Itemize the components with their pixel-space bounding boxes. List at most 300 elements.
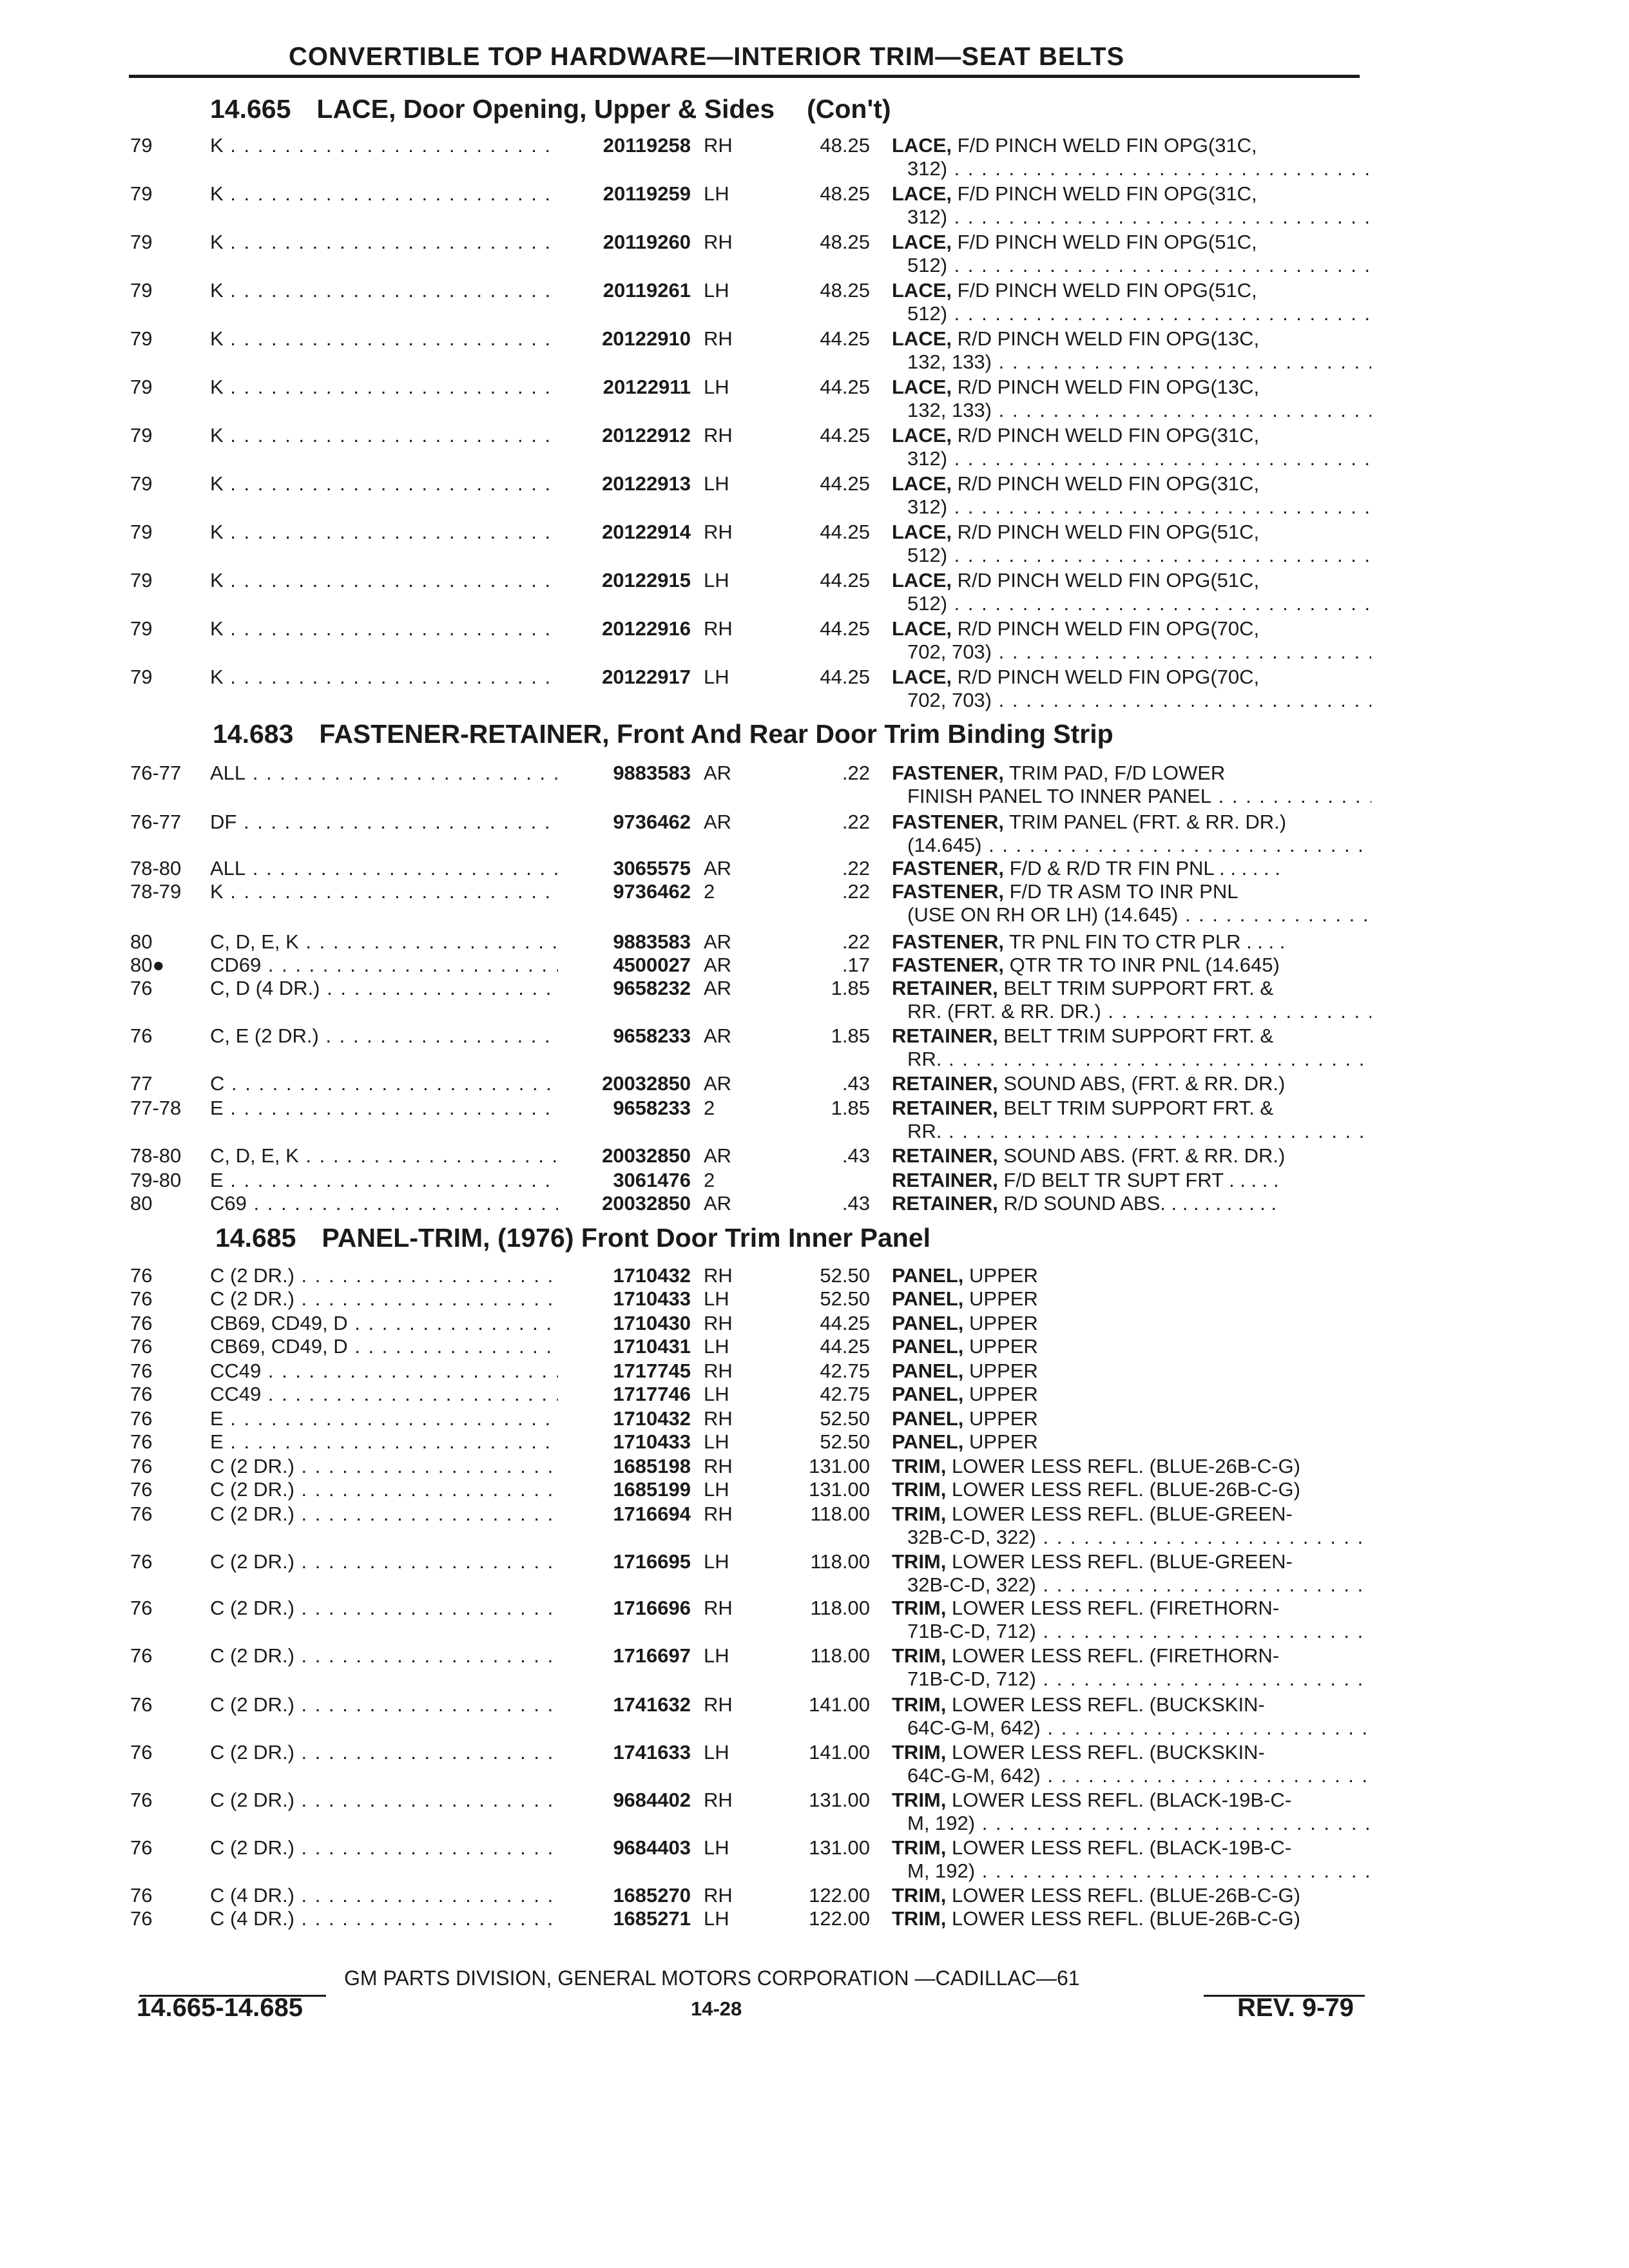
list-price: .22 [842,811,870,833]
part-description-keyword: TRIM, [892,1693,947,1716]
part-entry-line [0,568,1629,593]
part-entry-line [0,760,1629,786]
model-codes: CC49 . . . [210,1381,558,1407]
part-description-keyword: PANEL, [892,1407,964,1430]
part-entry-line [0,1311,1629,1336]
model-year: 76 [130,1360,153,1382]
model-year: 76-77 [130,811,182,833]
model-year: 76 [130,1455,153,1477]
model-year: 80 [130,1192,153,1215]
part-description [892,1595,1371,1621]
list-price: 141.00 [809,1693,870,1716]
model-codes: K . . . [210,374,558,400]
model-year: 80 [130,930,153,953]
part-number: 1716696 [613,1597,691,1619]
part-number: 9736462 [613,880,691,903]
list-price: 1.85 [831,977,870,999]
section-heading [215,1223,930,1253]
quantity: LH [704,1836,729,1859]
model-year: 76 [130,1335,153,1358]
part-number: 1685271 [613,1907,691,1930]
part-description [892,1501,1371,1527]
section-title: FASTENER-RETAINER, Front And Rear Door Trim Binding Strip [319,719,1113,749]
part-description-text: BELT TRIM SUPPORT FRT. & [1003,1097,1273,1119]
part-entry-line [0,1835,1629,1861]
quantity: AR [704,1072,732,1095]
model-codes: ALL . . . [210,760,558,786]
part-description [892,568,1371,593]
model-codes: C (2 DR.) . . . [210,1263,558,1289]
part-description-text: TR PNL FIN TO CTR PLR . . . . [1009,930,1286,953]
quantity: RH [704,1455,733,1477]
quantity: LH [704,472,729,495]
part-description [892,1023,1371,1049]
part-description [892,326,1371,352]
quantity: LH [704,1383,729,1405]
quantity: AR [704,1024,732,1047]
list-price: 122.00 [809,1884,870,1907]
part-description-continued: 32B-C-D, 322) . . . [907,1524,1371,1550]
part-description-text: UPPER [969,1430,1038,1453]
list-price: 48.25 [820,231,870,253]
part-description [892,1071,1371,1097]
model-codes: K . . . [210,568,558,593]
quantity: RH [704,1264,733,1287]
part-description-continued: (14.645) . . . [907,832,1371,858]
list-price: .22 [842,857,870,879]
part-number: 20122910 [602,327,691,350]
part-entry-line [0,856,1629,881]
list-price: .17 [842,954,870,976]
quantity: AR [704,977,732,999]
quantity: RH [704,1884,733,1907]
part-entry-line [0,423,1629,448]
quantity: LH [704,1287,729,1310]
part-description-text: SOUND ABS, (FRT. & RR. DR.) [1003,1072,1286,1095]
quantity: LH [704,1335,729,1358]
list-price: 42.75 [820,1360,870,1382]
model-codes: DF . . . [210,809,558,835]
section-heading [210,94,891,124]
model-codes: C, D, E, K . . . [210,1143,558,1169]
model-codes: CD69 . . . [210,952,558,978]
part-description [892,1095,1371,1121]
part-description [892,856,1371,881]
part-description-continued: RR. (FRT. & RR. DR.) . . . [907,999,1371,1024]
part-description-text: F/D BELT TR SUPT FRT . . . . . [1003,1169,1279,1191]
model-codes: C (2 DR.) . . . [210,1787,558,1813]
part-description [892,1429,1371,1455]
part-description-continued: 64C-G-M, 642) . . . [907,1715,1371,1741]
quantity: AR [704,857,732,879]
list-price: 44.25 [820,376,870,398]
part-description-continued-line [0,543,1629,568]
quantity: RH [704,521,733,543]
part-description [892,1143,1371,1169]
part-description-continued: 312) . . . [907,204,1371,230]
model-codes: CB69, CD49, D . . . [210,1311,558,1336]
part-description-continued: 512) . . . [907,591,1371,617]
model-year: 76-77 [130,762,182,784]
list-price: 118.00 [810,1597,870,1619]
part-number: 20119259 [602,182,691,205]
model-year: 78-80 [130,857,182,879]
list-price: 1.85 [831,1024,870,1047]
list-price: 118.00 [810,1503,870,1525]
list-price: .22 [842,930,870,953]
list-price: .22 [842,880,870,903]
part-entry-line [0,1286,1629,1312]
list-price: 44.25 [820,327,870,350]
part-description-keyword: TRIM, [892,1741,947,1763]
model-codes: C (4 DR.) . . . [210,1883,558,1908]
footer-revision: REV. 9-79 [1237,1994,1354,2022]
part-number: 1685199 [613,1478,691,1501]
part-number: 1716694 [613,1503,691,1525]
model-year: 76 [130,1430,153,1453]
model-codes: K . . . [210,181,558,207]
part-description-continued: 32B-C-D, 322) . . . [907,1572,1371,1598]
part-description-keyword: TRIM, [892,1907,947,1930]
part-description-text: UPPER [969,1312,1038,1334]
model-year: 79 [130,424,153,447]
part-description-keyword: LACE, [892,182,952,205]
list-price: 131.00 [809,1836,870,1859]
part-number: 20032850 [602,1144,691,1167]
list-price: 42.75 [820,1383,870,1405]
quantity: RH [704,617,733,640]
quantity: LH [704,376,729,398]
quantity: 2 [704,1097,715,1119]
list-price: 118.00 [810,1550,870,1573]
part-description-keyword: FASTENER, [892,954,1004,976]
part-description-continued-line [0,999,1629,1024]
part-description [892,374,1371,400]
model-year: 79 [130,327,153,350]
model-codes: C, D, E, K . . . [210,929,558,955]
part-description [892,1477,1371,1503]
quantity: AR [704,1192,732,1215]
part-description [892,471,1371,497]
part-entry-line [0,1334,1629,1360]
part-number: 9658233 [613,1097,691,1119]
part-description [892,1311,1371,1336]
part-number: 1741632 [613,1693,691,1716]
quantity: LH [704,1550,729,1573]
part-description-continued-line [0,639,1629,665]
part-description-text: UPPER [969,1383,1038,1405]
part-description-text: LOWER LESS REFL. (FIRETHORN- [952,1644,1280,1667]
part-entry-line [0,975,1629,1001]
part-entry-line [0,374,1629,400]
part-entry-line [0,278,1629,303]
part-description-continued-line [0,1858,1629,1884]
part-description [892,1906,1371,1932]
page-header [129,43,1360,78]
quantity: LH [704,279,729,302]
part-number: 20122916 [602,617,691,640]
model-year: 79 [130,134,153,157]
part-entry-line [0,616,1629,642]
part-description [892,229,1371,255]
model-codes: K . . . [210,616,558,642]
part-description [892,1381,1371,1407]
part-description-continued-line [0,1046,1629,1072]
part-description [892,1835,1371,1861]
list-price: 44.25 [820,424,870,447]
part-number: 9658232 [613,977,691,999]
part-description-continued: 512) . . . [907,543,1371,568]
model-year: 79-80 [130,1169,182,1191]
part-description-continued-line [0,1524,1629,1550]
quantity: RH [704,1789,733,1811]
part-entry-line [0,1595,1629,1621]
part-number: 1717746 [613,1383,691,1405]
part-number: 20119258 [602,134,691,157]
part-number: 9658233 [613,1024,691,1047]
model-year: 79 [130,231,153,253]
part-description [892,1406,1371,1432]
part-description-keyword: FASTENER, [892,880,1004,903]
page-title: CONVERTIBLE TOP HARDWARE—INTERIOR TRIM—SEAT BELTS [289,43,1125,71]
part-entry-line [0,229,1629,255]
list-price: 52.50 [820,1287,870,1310]
part-description-keyword: PANEL, [892,1430,964,1453]
model-year: 80● [130,954,165,976]
part-description-continued-line [0,902,1629,928]
model-codes: K . . . [210,471,558,497]
part-description-continued-line [0,1666,1629,1692]
model-year: 79 [130,569,153,591]
part-description-keyword: TRIM, [892,1550,947,1573]
part-description-keyword: TRIM, [892,1597,947,1619]
model-codes: C, D (4 DR.) . . . [210,975,558,1001]
part-description-keyword: PANEL, [892,1383,964,1405]
part-number: 1741633 [613,1741,691,1763]
part-description-continued: 702, 703) . . . [907,639,1371,665]
part-description-text: LOWER LESS REFL. (BLUE-GREEN- [952,1503,1293,1525]
list-price: 44.25 [820,1335,870,1358]
model-codes: E . . . [210,1429,558,1455]
model-year: 79 [130,472,153,495]
model-codes: C (2 DR.) . . . [210,1643,558,1669]
part-description [892,1883,1371,1908]
part-number: 1710432 [613,1264,691,1287]
part-description-continued: M, 192) . . . [907,1811,1371,1836]
part-entry-line [0,1168,1629,1193]
part-description-keyword: TRIM, [892,1503,947,1525]
part-entry-line [0,519,1629,545]
part-description-keyword: TRIM, [892,1455,947,1477]
part-description-keyword: TRIM, [892,1789,947,1811]
model-codes: C (2 DR.) . . . [210,1454,558,1479]
part-number: 1710430 [613,1312,691,1334]
part-entry-line [0,1501,1629,1527]
part-description-keyword: RETAINER, [892,977,998,999]
list-price: 122.00 [809,1907,870,1930]
list-price: 44.25 [820,1312,870,1334]
part-number: 9736462 [613,811,691,833]
part-entry-line [0,471,1629,497]
quantity: 2 [704,1169,715,1191]
part-description-keyword: LACE, [892,134,952,157]
quantity: RH [704,424,733,447]
part-description [892,760,1371,786]
part-entry-line [0,1406,1629,1432]
quantity: LH [704,1644,729,1667]
model-codes: K . . . [210,423,558,448]
part-entry-line [0,1358,1629,1384]
part-description [892,181,1371,207]
part-description [892,1740,1371,1765]
part-description-keyword: PANEL, [892,1264,964,1287]
part-description-text: R/D PINCH WELD FIN OPG(31C, [957,424,1260,447]
footer-page-number: 14-28 [691,1997,742,2020]
model-year: 76 [130,1503,153,1525]
model-year: 76 [130,1287,153,1310]
part-description-text: F/D PINCH WELD FIN OPG(31C, [957,182,1257,205]
part-description-text: R/D PINCH WELD FIN OPG(13C, [957,376,1260,398]
section-number: 14.685 [215,1223,296,1253]
part-description [892,664,1371,690]
part-description [892,975,1371,1001]
part-description [892,1263,1371,1289]
part-entry-line [0,181,1629,207]
part-number: 20122915 [602,569,691,591]
part-description-continued-line [0,1572,1629,1598]
list-price: 141.00 [809,1741,870,1763]
quantity: LH [704,182,729,205]
part-number: 1716695 [613,1550,691,1573]
list-price: 44.25 [820,569,870,591]
part-number: 20119261 [602,279,691,302]
part-entry-line [0,1071,1629,1097]
model-year: 76 [130,1907,153,1930]
part-description-keyword: FASTENER, [892,857,1004,879]
model-year: 79 [130,279,153,302]
part-description-continued-line [0,301,1629,327]
part-description-text: UPPER [969,1407,1038,1430]
part-description-continued: 512) . . . [907,253,1371,278]
part-description-continued-line [0,591,1629,617]
quantity: AR [704,811,732,833]
model-codes: C (2 DR.) . . . [210,1692,558,1718]
list-price: 44.25 [820,472,870,495]
model-codes: K . . . [210,519,558,545]
model-year: 76 [130,1644,153,1667]
part-description-text: R/D SOUND ABS. . . . . . . . . . . [1003,1192,1277,1215]
part-description-continued-line [0,1811,1629,1836]
part-description-text: LOWER LESS REFL. (BLUE-26B-C-G) [952,1907,1300,1930]
part-description-keyword: PANEL, [892,1335,964,1358]
model-codes: C, E (2 DR.) . . . [210,1023,558,1049]
model-year: 76 [130,1693,153,1716]
list-price: 48.25 [820,134,870,157]
part-number: 1717745 [613,1360,691,1382]
part-description-continued: 312) . . . [907,446,1371,472]
part-description-continued: 132, 133) . . . [907,398,1371,423]
model-codes: C (4 DR.) . . . [210,1906,558,1932]
part-description-text: LOWER LESS REFL. (BLUE-26B-C-G) [952,1478,1300,1501]
list-price: 1.85 [831,1097,870,1119]
section-title: LACE, Door Opening, Upper & Sides [316,94,775,124]
part-entry-line [0,809,1629,835]
part-description [892,278,1371,303]
part-description-continued-line [0,398,1629,423]
section-continued: (Con't) [807,94,891,124]
quantity: RH [704,1407,733,1430]
quantity: LH [704,1430,729,1453]
part-description-continued-line [0,783,1629,809]
model-year: 79 [130,376,153,398]
part-description-continued-line [0,253,1629,278]
part-number: 3061476 [613,1169,691,1191]
quantity: LH [704,1907,729,1930]
quantity: LH [704,569,729,591]
part-description-keyword: FASTENER, [892,811,1004,833]
list-price: 44.25 [820,617,870,640]
model-codes: K . . . [210,278,558,303]
part-description-continued-line [0,494,1629,520]
model-year: 76 [130,1383,153,1405]
model-codes: C (2 DR.) . . . [210,1477,558,1503]
part-entry-line [0,664,1629,690]
footer-section-range: 14.665-14.685 [137,1994,304,2022]
part-description-keyword: PANEL, [892,1360,964,1382]
part-number: 1710433 [613,1287,691,1310]
model-codes: CB69, CD49, D . . . [210,1334,558,1360]
part-number: 1710431 [613,1335,691,1358]
part-entry-line [0,952,1629,978]
model-year: 76 [130,1264,153,1287]
quantity: AR [704,930,732,953]
model-codes: C (2 DR.) . . . [210,1501,558,1527]
list-price: 131.00 [809,1455,870,1477]
part-description-text: F/D PINCH WELD FIN OPG(51C, [957,279,1257,302]
part-entry-line [0,1429,1629,1455]
part-description-text: LOWER LESS REFL. (BLACK-19B-C- [952,1836,1292,1859]
part-entry-line [0,929,1629,955]
part-description-continued-line [0,446,1629,472]
part-description-text: R/D PINCH WELD FIN OPG(31C, [957,472,1260,495]
part-description-continued: RR. . . . [907,1046,1371,1072]
part-description-keyword: RETAINER, [892,1072,998,1095]
part-description-text: UPPER [969,1335,1038,1358]
part-description-keyword: LACE, [892,376,952,398]
quantity: LH [704,1741,729,1763]
part-description-keyword: LACE, [892,327,952,350]
part-description-text: LOWER LESS REFL. (BLACK-19B-C- [952,1789,1292,1811]
list-price: 52.50 [820,1430,870,1453]
quantity: AR [704,1144,732,1167]
quantity: AR [704,954,732,976]
model-codes: C (2 DR.) . . . [210,1595,558,1621]
part-description-continued: 71B-C-D, 712) . . . [907,1666,1371,1692]
part-description-text: UPPER [969,1264,1038,1287]
part-description-keyword: TRIM, [892,1836,947,1859]
part-description [892,879,1371,905]
part-description-continued-line [0,1763,1629,1789]
model-codes: CC49 . . . [210,1358,558,1384]
part-entry-line [0,1381,1629,1407]
model-year: 76 [130,1597,153,1619]
part-description-text: F/D TR ASM TO INR PNL [1009,880,1239,903]
quantity: 2 [704,880,715,903]
part-number: 20119260 [602,231,691,253]
part-number: 20122913 [602,472,691,495]
quantity: RH [704,134,733,157]
part-description-keyword: TRIM, [892,1478,947,1501]
